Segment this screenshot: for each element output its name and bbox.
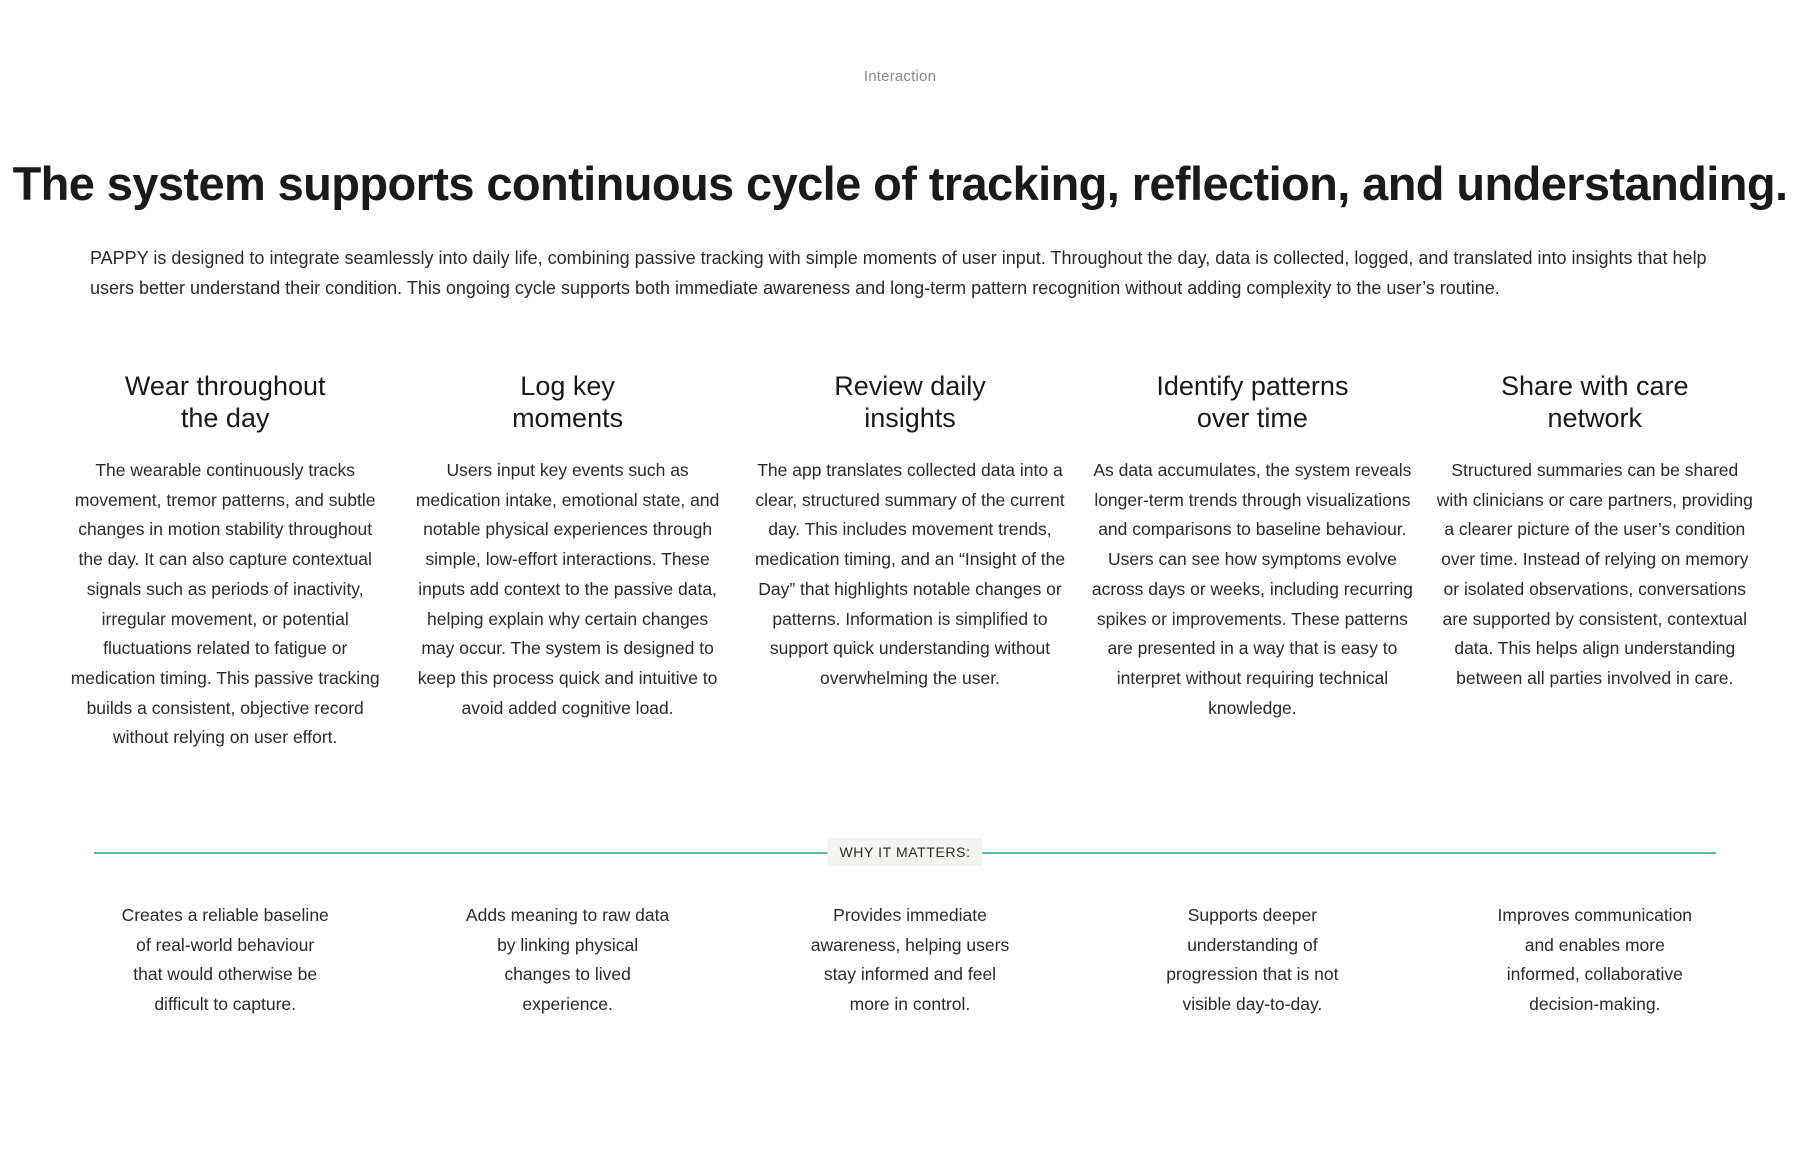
step-description: Users input key events such as medication intake, emotional state, and notable physical experiences through simple, low-effort interactions. These inputs add context to the passive data, helping explain why certain changes may occur. The system is designed to keep this process quick and intuitive to avoid added cognitive load. [415, 460, 720, 718]
why-item [54, 901, 396, 1020]
step-title: Share with care network [1500, 371, 1689, 433]
step-log [396, 370, 738, 753]
step-title: Review daily insights [834, 371, 986, 433]
step-share [1424, 370, 1766, 753]
why-item [739, 901, 1081, 1020]
step-title: Wear throughout the day [124, 371, 326, 433]
why-it-matters-label: WHY IT MATTERS: [827, 838, 982, 866]
why-item [1424, 901, 1766, 1020]
page-title: The system supports continuous cycle of tracking, reflection, and understanding. [12, 157, 1788, 210]
why-text: Provides immediate awareness, helping users stay informed and feel more in control. [810, 905, 1010, 1015]
why-item [396, 901, 738, 1020]
why-it-matters-divider [94, 838, 1716, 868]
why-text: Adds meaning to raw data by linking physical changes to lived experience. [465, 905, 670, 1015]
step-identify [1081, 370, 1423, 753]
step-description: Structured summaries can be shared with clinicians or care partners, providing a clearer picture of the user’s condition over time. Instead of relying on memory or isolated observations, conversations are supported by consistent, contextual data. This helps align understanding between all parties involved in care. [1436, 460, 1753, 688]
step-description: As data accumulates, the system reveals longer-term trends through visualizations and comparisons to baseline behaviour. Users can see how symptoms evolve across days or weeks, including recurring spikes or improvements. These patterns are presented in a way that is easy to interpret without requiring technical knowledge. [1091, 460, 1413, 718]
step-title: Log key moments [512, 371, 624, 433]
why-text: Improves communication and enables more informed, collaborative decision-making. [1497, 905, 1693, 1015]
why-text: Supports deeper understanding of progression that is not visible day-to-day. [1166, 905, 1339, 1015]
interaction-steps [54, 370, 1766, 753]
step-description: The app translates collected data into a clear, structured summary of the current day. This includes movement trends, medication timing, and an “Insight of the Day” that highlights notable changes or patterns. Information is simplified to support quick understanding without overwhelming the user. [754, 460, 1066, 688]
step-description: The wearable continuously tracks movement, tremor patterns, and subtle changes in motion stability throughout the day. It can also capture contextual signals such as periods of inactivity, irregular movement, or potential fluctuations related to fatigue or medication timing. This passive tracking builds a consistent, objective record without relying on user effort. [70, 460, 380, 748]
why-item [1081, 901, 1423, 1020]
step-wear [54, 370, 396, 753]
step-review [739, 370, 1081, 753]
why-text: Creates a reliable baseline of real-world behaviour that would otherwise be difficult to capture. [121, 905, 329, 1015]
why-it-matters-list [54, 901, 1766, 1020]
intro-paragraph: PAPPY is designed to integrate seamlessly into daily life, combining passive tracking with simple moments of user input. Throughout the day, data is collected, logged, and translated into insights that help users better understand their condition. This ongoing cycle supports both immediate awareness and long-term pattern recognition without adding complexity to the user’s routine. [90, 248, 1707, 298]
step-title: Identify patterns over time [1156, 371, 1349, 433]
section-eyebrow: Interaction [863, 68, 937, 85]
